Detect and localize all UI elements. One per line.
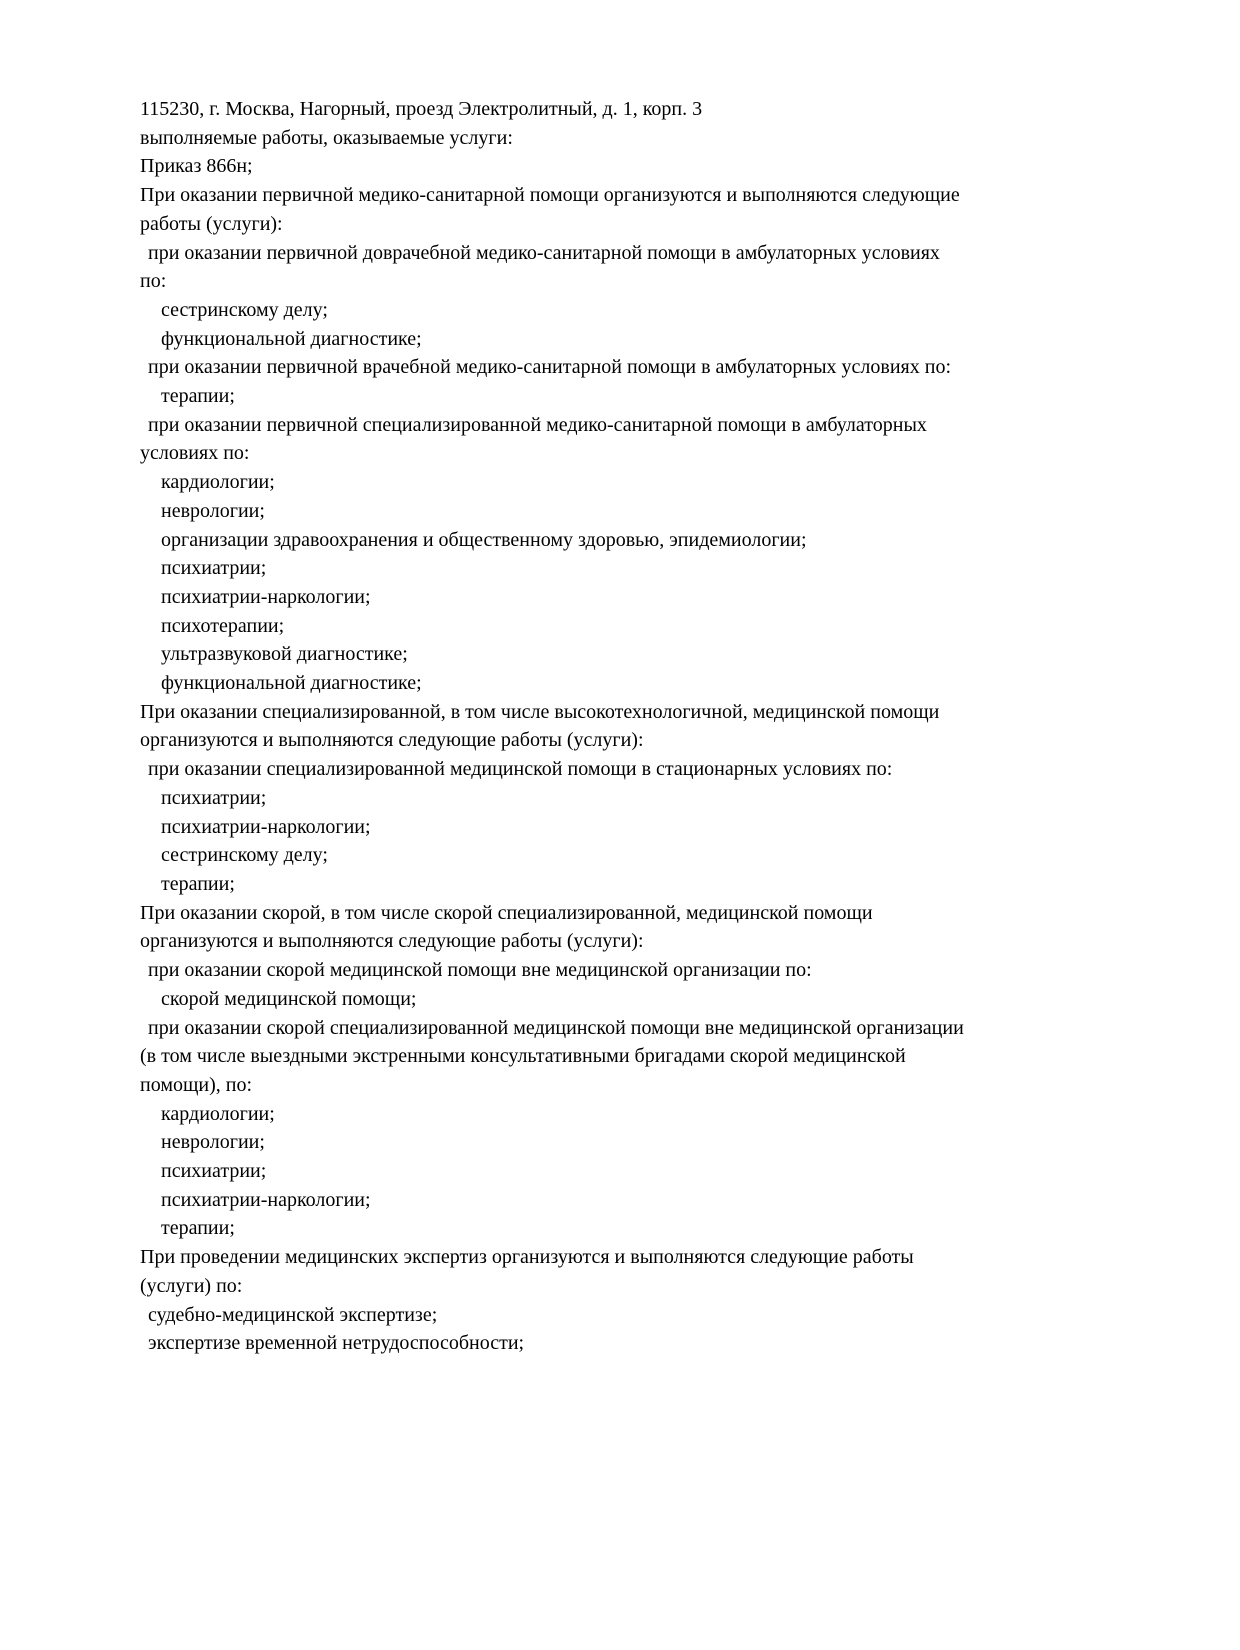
text-line: при оказании скорой медицинской помощи вне медицинской организации по: [148,959,812,982]
text-line: терапии; [161,1217,235,1240]
text-line: При проведении медицинских экспертиз организуются и выполняются следующие работы [140,1246,914,1269]
text-line: по: [140,270,167,293]
text-line: 115230, г. Москва, Нагорный, проезд Электролитный, д. 1, корп. 3 [140,98,703,120]
text-line: при оказании скорой специализированной медицинской помощи вне медицинской организации [148,1016,964,1039]
text-line: При оказании специализированной, в том числе высокотехнологичной, медицинской помощи [140,700,940,723]
text-line: организуются и выполняются следующие работы (услуги): [140,729,644,752]
text-line: психиатрии-наркологии; [161,585,371,608]
text-line: при оказании первичной врачебной медико-санитарной помощи в амбулаторных условиях по: [148,356,952,379]
document-text [140,95,1120,1358]
text-line: сестринскому делу; [161,844,328,867]
text-line: психиатрии; [161,1160,267,1183]
text-line: психиатрии; [161,786,267,809]
text-line: организации здравоохранения и общественному здоровью, эпидемиологии; [161,528,807,551]
text-line: неврологии; [161,499,265,522]
text-line: помощи), по: [140,1073,253,1096]
text-line: при оказании специализированной медицинской помощи в стационарных условиях по: [148,758,893,781]
text-line: работы (услуги): [140,212,283,235]
text-line: экспертизе временной нетрудоспособности; [148,1332,525,1355]
text-line: при оказании первичной специализированной медико-санитарной помощи в амбулаторных [148,413,927,436]
text-line: при оказании первичной доврачебной медико-санитарной помощи в амбулаторных условиях [148,241,940,264]
text-line: Приказ 866н; [140,155,253,178]
text-line: психиатрии-наркологии; [161,1188,371,1211]
text-line: кардиологии; [161,1102,275,1125]
text-line: неврологии; [161,1131,265,1154]
text-line: психотерапии; [161,614,285,637]
text-line: условиях по: [140,442,250,465]
text-line: ультразвуковой диагностике; [161,643,408,666]
text-line: скорой медицинской помощи; [161,987,417,1010]
text-line: При оказании первичной медико-санитарной помощи организуются и выполняются следующие [140,184,960,207]
text-line: организуются и выполняются следующие работы (услуги): [140,930,644,953]
text-line: терапии; [161,872,235,895]
text-line: функциональной диагностике; [161,327,422,350]
text-line: (в том числе выездными экстренными консультативными бригадами скорой медицинской [140,1045,906,1068]
text-line: психиатрии-наркологии; [161,815,371,838]
text-line: терапии; [161,385,235,408]
text-line: психиатрии; [161,557,267,580]
text-line: При оказании скорой, в том числе скорой специализированной, медицинской помощи [140,901,873,924]
text-line: кардиологии; [161,471,275,494]
text-line: выполняемые работы, оказываемые услуги: [140,126,513,149]
text-line: сестринскому делу; [161,298,328,321]
text-line: функциональной диагностике; [161,672,422,695]
text-line: судебно-медицинской экспертизе; [148,1303,438,1326]
text-line: (услуги) по: [140,1274,243,1297]
